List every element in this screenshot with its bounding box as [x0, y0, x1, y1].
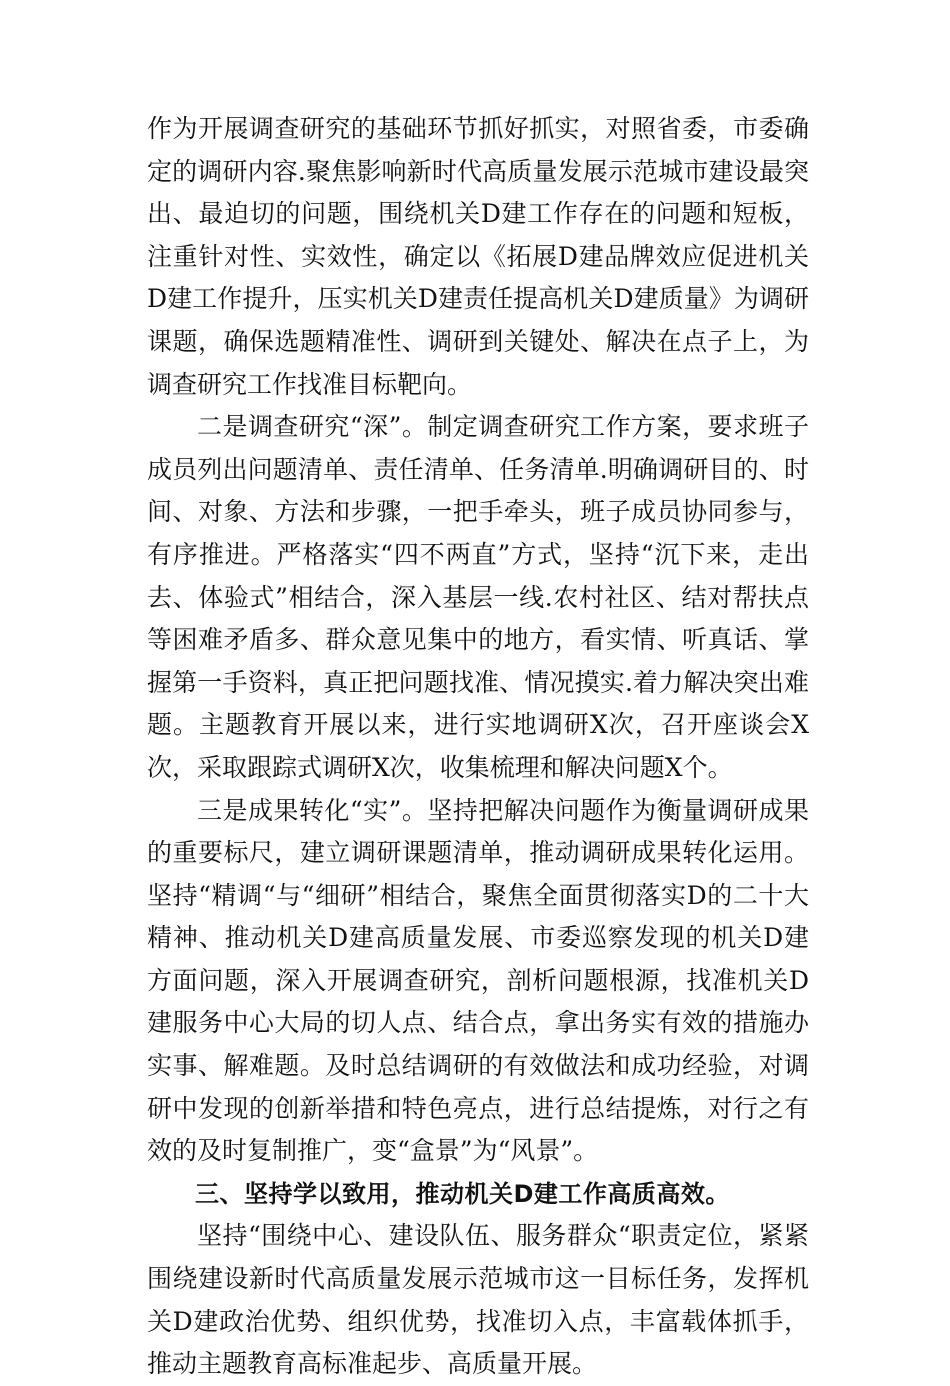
paragraph-role-positioning: 坚持“围绕中心、建设队伍、服务群众“职责定位，紧紧围绕建设新时代高质量发展示范城市这一目标任务，发挥机关D建政治优势、组织优势，找准切入点，丰富载体抓手，推动主题教育高标准起步、高质量开展。: [147, 1221, 809, 1379]
paragraph-continuation: 作为开展调查研究的基础环节抓好抓实，对照省委，市委确定的调研内容.聚焦影响新时代高质量发展示范城市建设最突出、最迫切的问题，围绕机关D建工作存在的问题和短板，注重针对性、实效性，确定以《拓展D建品牌效应促进机关D建工作提升，压实机关D建责任提高机关D建质量》为调研课题，确保选题精准性、调研到关键处、解决在点子上，为调查研究工作找准目标靶向。: [147, 114, 809, 399]
paragraph-results-conversion: 三是成果转化“实”。坚持把解决问题作为衡量调研成果的重要标尺，建立调研课题清单，推动调研成果转化运用。坚持“精调“与“细研”相结合，聚焦全面贯彻落实D的二十大精神、推动机关D建高质量发展、市委巡察发现的机关D建方面问题，深入开展调查研究，剖析问题根源，找准机关D建服务中心大局的切人点、结合点，拿出务实有效的措施办实事、解难题。及时总结调研的有效做法和成功经验，对调研中发现的创新举措和特色亮点，进行总结提炼，对行之有效的及时复制推广，变“盒景”为“风景”。: [147, 795, 809, 1166]
document-body: [147, 108, 809, 1386]
paragraph-investigation-depth: 二是调查研究“深”。制定调查研究工作方案，要求班子成员列出问题清单、责任清单、任务清单.明确调研目的、时间、对象、方法和步骤，一把手牵头，班子成员协同参与，有序推进。严格落实“四不两直”方式，坚持“沉下来，走出去、体验式”相结合，深入基层一线.农村社区、结对帮扶点等困难矛盾多、群众意见集中的地方，看实情、听真话、掌握第一手资料，真正把问题找准、情况摸实.着力解决突出难题。主题教育开展以来，进行实地调研X次，召开座谈会X次，采取跟踪式调研X次，收集梳理和解决问题X个。: [147, 412, 809, 782]
section-heading: 三、坚持学以致用，推动机关D建工作高质高效。: [195, 1179, 730, 1208]
